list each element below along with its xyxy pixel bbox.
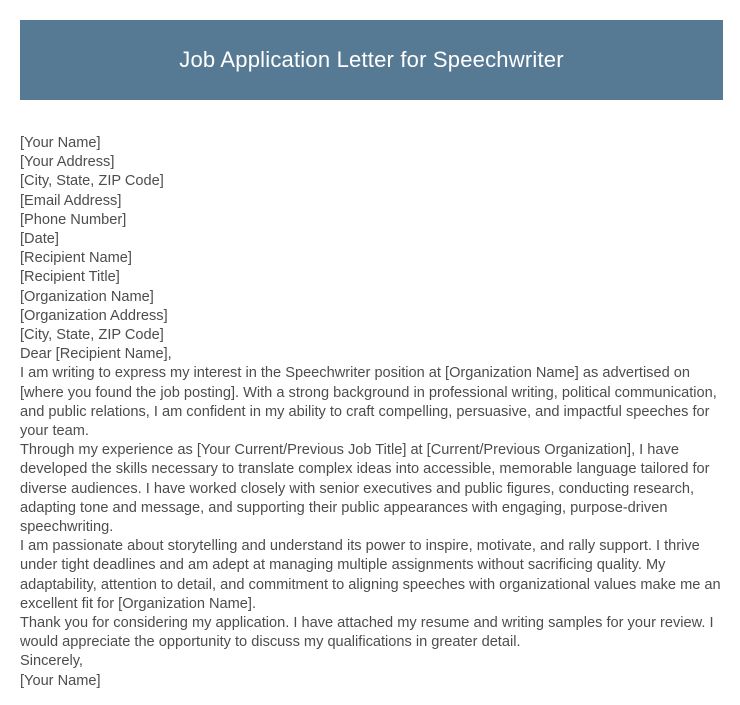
letter-paragraph-3: I am passionate about storytelling and understand its power to inspire, motivate, and rally support. I thrive under tight deadlines and am adept at managing multiple assignments without sacrificing quality. My adaptability, attention to detail, and commitment to aligning speeches with organizational values make me an excellent fit for [Organization Name]. [20, 538, 721, 612]
recipient-org-line: [Organization Name] [20, 288, 154, 305]
recipient-name-line: [Recipient Name] [20, 250, 132, 267]
document-header-banner [20, 20, 723, 100]
closing-line: Sincerely, [20, 653, 83, 670]
salutation-line: Dear [Recipient Name], [20, 346, 172, 363]
letter-paragraph-4: Thank you for considering my application. I have attached my resume and writing samples for your review. I would appreciate the opportunity to discuss my qualifications in greater detail. [20, 615, 714, 651]
page-title: Job Application Letter for Speechwriter [179, 46, 564, 72]
sender-email-line: [Email Address] [20, 192, 122, 209]
signature-name-line: [Your Name] [20, 672, 101, 689]
date-line: [Date] [20, 231, 59, 248]
letter-body [20, 134, 723, 691]
recipient-address-line: [Organization Address] [20, 307, 168, 324]
letter-paragraph-2: Through my experience as [Your Current/Previous Job Title] at [Current/Previous Organization], I have developed the skills necessary to translate complex ideas into accessible, memorable language tailored for diverse audiences. I have worked closely with senior executives and public figures, conducting research, adapting tone and message, and supporting their public appearances with engaging, purpose-driven speechwriting. [20, 442, 710, 536]
sender-address-line: [Your Address] [20, 154, 115, 171]
sender-name-line: [Your Name] [20, 135, 101, 151]
recipient-city-line: [City, State, ZIP Code] [20, 327, 164, 344]
recipient-title-line: [Recipient Title] [20, 269, 120, 286]
sender-city-line: [City, State, ZIP Code] [20, 173, 164, 190]
sender-phone-line: [Phone Number] [20, 211, 127, 228]
letter-paragraph-1: I am writing to express my interest in the Speechwriter position at [Organization Name] as advertised on [where you found the job posting]. With a strong background in professional writing, political communication, and public relations, I am confident in my ability to craft compelling, persuasive, and impactful speeches for your team. [20, 365, 717, 440]
